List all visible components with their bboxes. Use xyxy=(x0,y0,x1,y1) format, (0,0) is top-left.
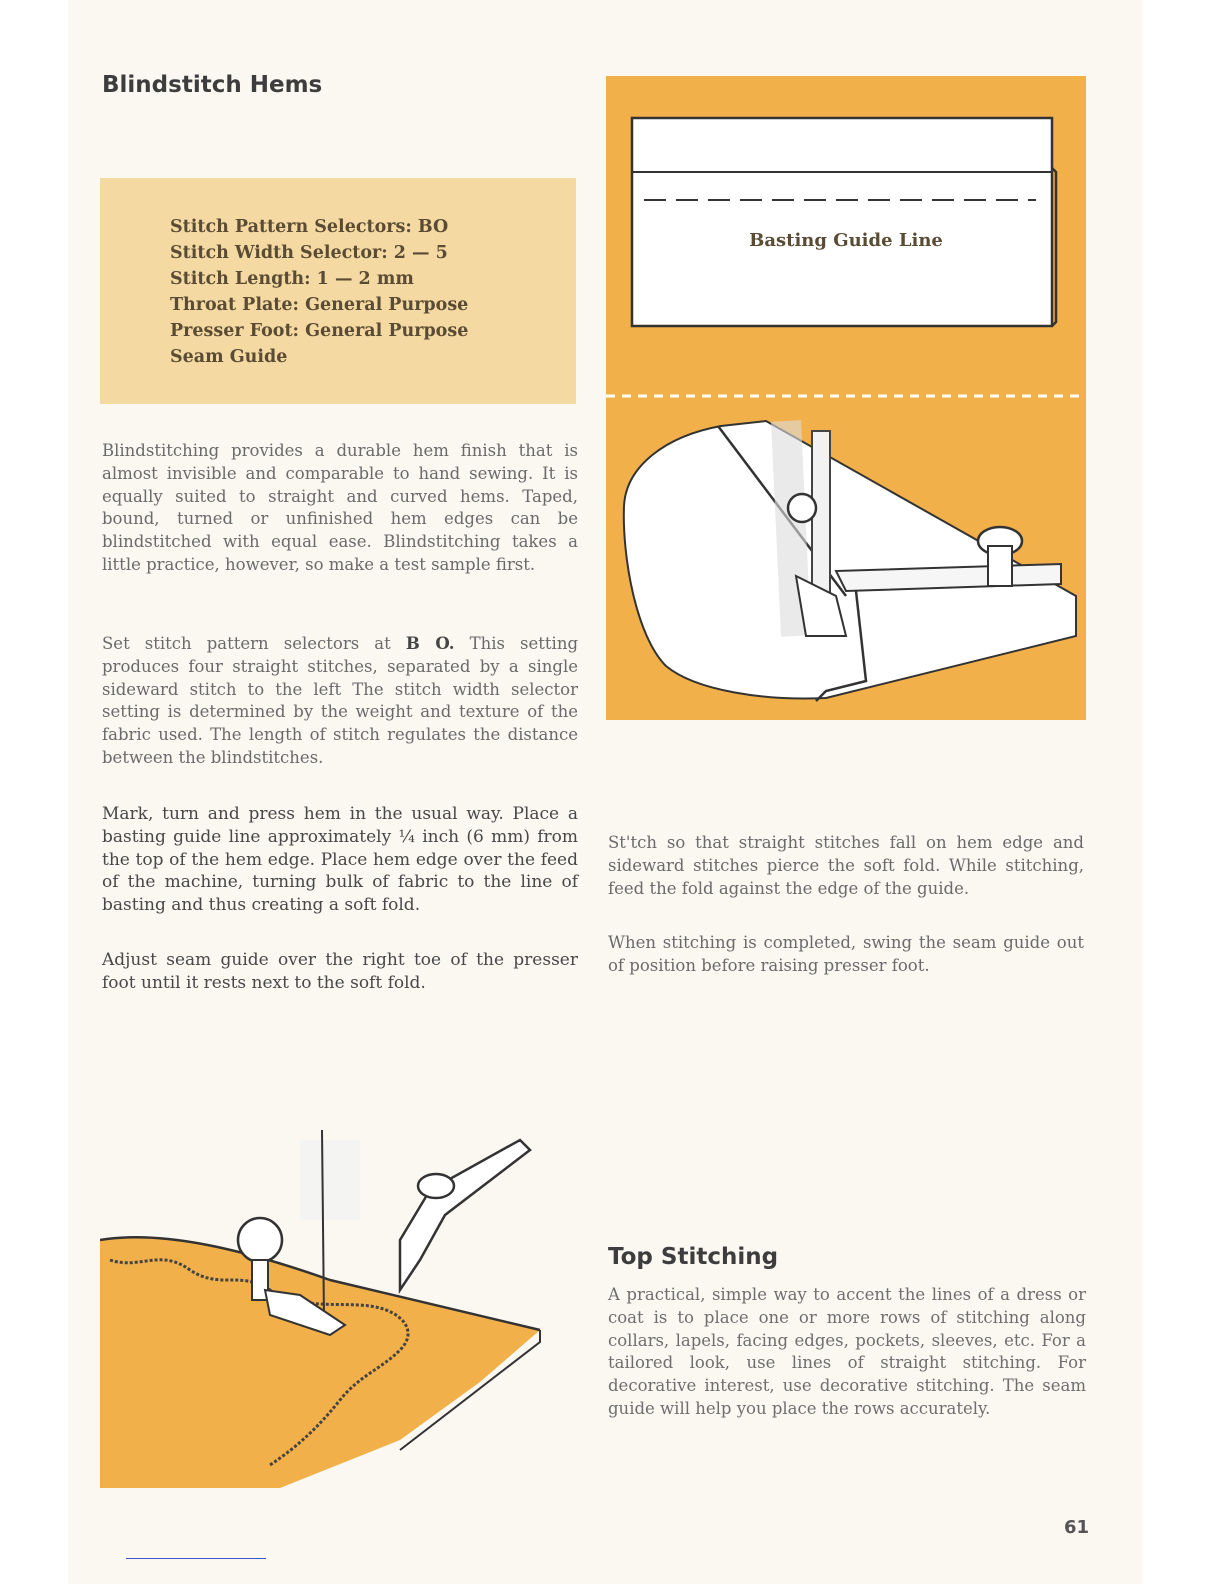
setting-line: Stitch Pattern Selectors: BO xyxy=(170,217,449,237)
page-title: Blindstitch Hems xyxy=(102,72,323,98)
adjust-guide-paragraph: Adjust seam guide over the right toe of the presser foot until it rests next to the soft fold. xyxy=(102,950,578,993)
selector-text-b: This setting produces four straight stitches, separated by a single sideward stitch to the left The stitch width selector setting is determined by the weight and texture of the fabric used. The length of stitch regulates the distance between the blindstitches. xyxy=(102,634,579,767)
top-stitching-paragraph: A practical, simple way to accent the lines of a dress or coat is to place one or more rows of stitching along collars, lapels, facing edges, pockets, sleeves, etc. For a tailored look, use lines of straight stitching. For decorative interest, use decorative stitching. The seam guide will help you place the rows accurately. xyxy=(608,1285,1086,1418)
hem-illustration xyxy=(606,76,1086,722)
setting-line: Throat Plate: General Purpose xyxy=(170,295,469,315)
top-stitch-illustration xyxy=(100,1120,550,1490)
stitch-paragraph: St'tch so that straight stitches fall on hem edge and sideward stitches pierce the soft fold. While stitching, feed the fold against the edge of the guide. xyxy=(608,833,1084,898)
settings-box xyxy=(100,178,576,404)
hem-panel xyxy=(632,118,1052,326)
fabric xyxy=(100,1237,540,1488)
selector-text-a: Set stitch pattern selectors at xyxy=(102,634,406,653)
figure-label: Basting Guide Line xyxy=(749,230,943,251)
setting-line: Stitch Width Selector: 2 — 5 xyxy=(170,243,448,263)
mark-hem-paragraph: Mark, turn and press hem in the usual way. Place a basting guide line approximately ¼ inch (6 mm) from the top of the hem edge. Place hem edge over the feed of the machine, turning bulk of fabric to the line of basting and thus creating a soft fold. xyxy=(102,804,578,916)
selector-value: B O. xyxy=(405,634,455,653)
footer-rule xyxy=(126,1558,266,1559)
setting-line: Seam Guide xyxy=(170,347,288,367)
seam-guide xyxy=(400,1140,530,1290)
section-title-top-stitching: Top Stitching xyxy=(608,1244,779,1270)
completion-paragraph: When stitching is completed, swing the seam guide out of position before raising presser foot. xyxy=(608,933,1084,975)
setting-line: Stitch Length: 1 — 2 mm xyxy=(170,269,414,289)
setting-line: Presser Foot: General Purpose xyxy=(170,321,469,341)
intro-paragraph: Blindstitching provides a durable hem finish that is almost invisible and comparable to hand sewing. It is equally suited to straight and curved hems. Taped, bound, turned or unfinished hem edges can be blindstitched with equal ease. Blindstitching takes a little practice, however, so make a test sample first. xyxy=(102,441,578,574)
page-number: 61 xyxy=(1064,1517,1090,1538)
selector-paragraph xyxy=(102,633,578,770)
